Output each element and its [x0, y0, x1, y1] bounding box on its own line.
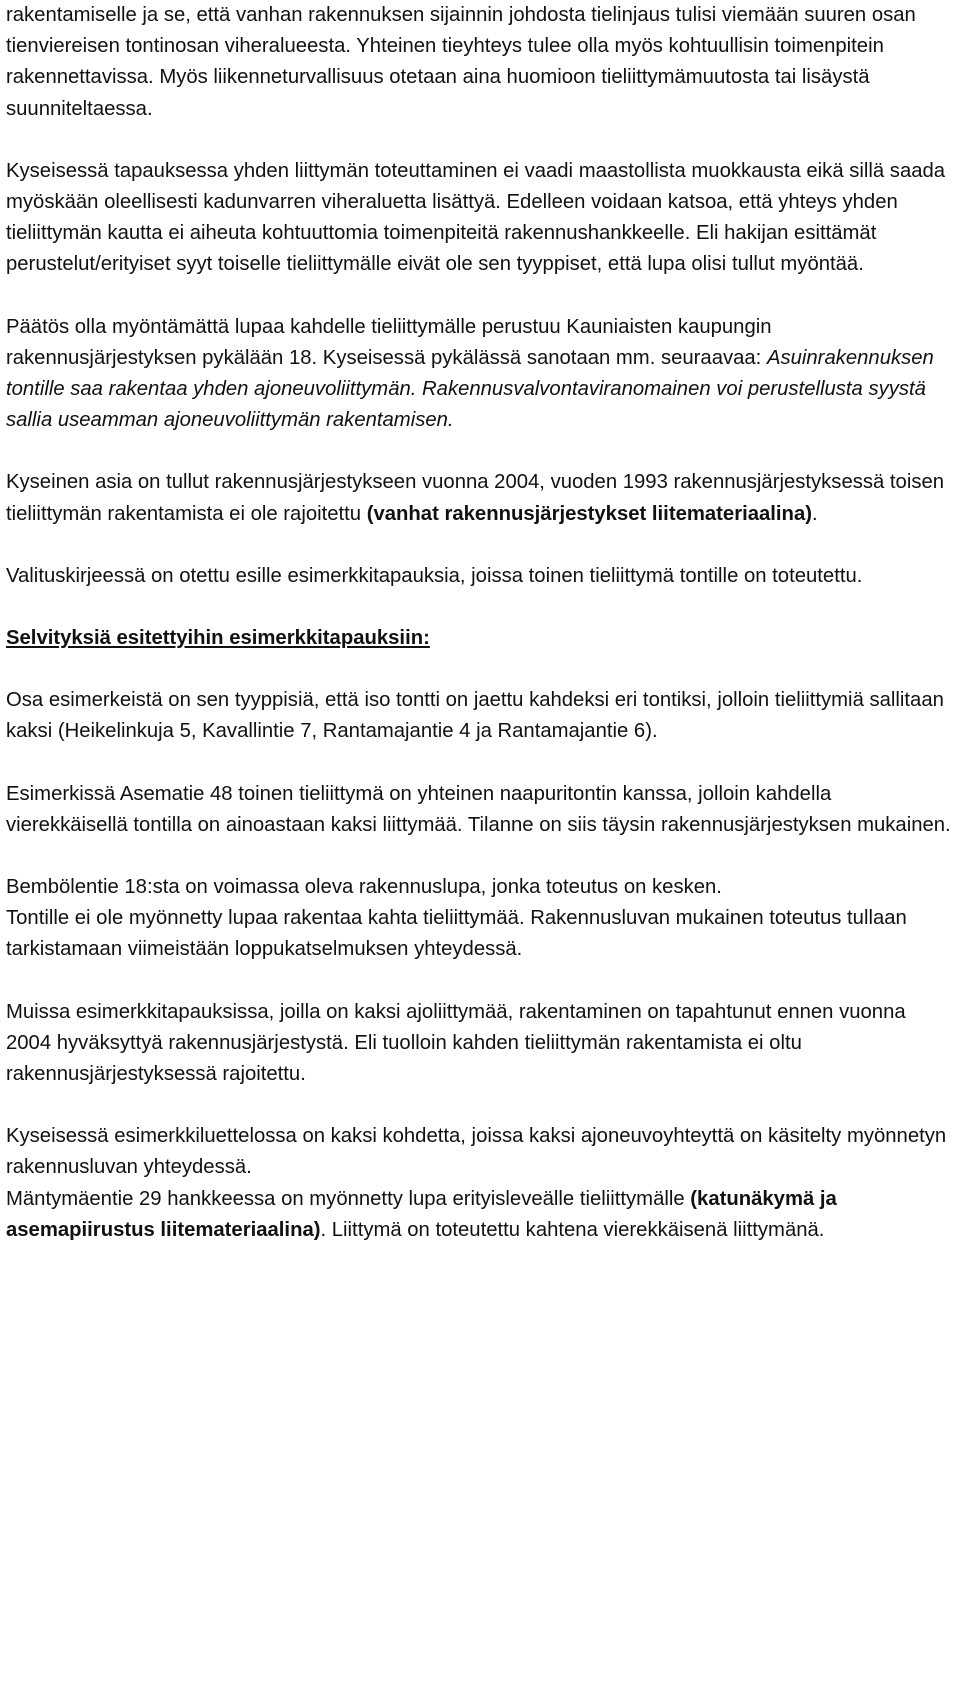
paragraph-3	[6, 312, 956, 437]
paragraph-12-end: . Liittymä on toteutettu kahtena vierekkäisenä liittymänä.	[320, 1218, 825, 1241]
section-heading: Selvityksiä esitettyihin esimerkkitapauksiin:	[6, 627, 430, 650]
paragraph-1	[6, 0, 956, 125]
paragraph-4-text: Kyseinen asia on tullut rakennusjärjestykseen vuonna 2004, vuoden 1993 rakennusjärjestyksessä toisen tieliittymän rakentamista ei ole rajoitettu	[6, 471, 945, 525]
paragraph-12-text: Mäntymäentie 29 hankkeessa on myönnetty lupa erityisleveälle tieliittymälle	[6, 1187, 691, 1210]
paragraph-2-text: Kyseisessä tapauksessa yhden liittymän toteuttaminen ei vaadi maastollista muokkausta eikä sillä saada myöskään oleellisesti kadunvarren viheraluetta lisättyä. Edelleen voidaan katsoa, että yhteys yhden tieliittymän kautta ei aiheuta kohtuuttomia toimenpiteitä rakennushankkeelle. Eli hakijan esittämät perustelut/erityiset syyt toiselle tieliittymälle eivät ole sen tyyppiset, että lupa olisi tullut myöntää.	[6, 159, 946, 276]
paragraph-5-text: Valituskirjeessä on otettu esille esimerkkitapauksia, joissa toinen tieliittymä tontille on toteutettu.	[6, 564, 863, 587]
paragraph-8-text: Bembölentie 18:sta on voimassa oleva rakennuslupa, jonka toteutus on kesken.	[6, 876, 722, 899]
paragraph-7	[6, 779, 956, 841]
paragraph-2	[6, 156, 956, 281]
paragraph-12	[6, 1184, 956, 1246]
document-page	[6, 0, 956, 1277]
paragraph-10	[6, 997, 956, 1091]
paragraph-10-text: Muissa esimerkkitapauksissa, joilla on kaksi ajoliittymää, rakentaminen on tapahtunut ennen vuonna 2004 hyväksyttyä rakennusjärjestystä. Eli tuolloin kahden tieliittymän rakentamista ei oltu rakennusjärjestyksessä rajoitettu.	[6, 1000, 906, 1086]
paragraph-4	[6, 467, 956, 529]
paragraph-1-text: rakentamiselle ja se, että vanhan rakennuksen sijainnin johdosta tielinjaus tulisi viemään suuren osan tienviereisen tontinosan viheralueesta. Yhteinen tieyhteys tulee olla myös kohtuullisin toimenpitein rakennettavissa. Myös liikenneturvallisuus otetaan aina huomioon tieliittymämuutosta tai lisäystä suunniteltaessa.	[6, 4, 916, 120]
paragraph-3-quote: Asuinrakennuksen tontille saa rakentaa yhden ajoneuvoliittymän. Rakennusvalvontaviranomainen voi perustellusta syystä sallia useamman ajoneuvoliittymän rakentamisen.	[6, 346, 934, 432]
paragraph-3-text: Päätös olla myöntämättä lupaa kahdelle tieliittymälle perustuu Kauniaisten kaupungin rakennusjärjestyksen pykälään 18. Kyseisessä pykälässä sanotaan mm. seuraavaa:	[6, 315, 772, 369]
paragraph-4-end: .	[811, 502, 818, 525]
paragraph-7-text: Esimerkissä Asematie 48 toinen tieliittymä on yhteinen naapuritontin kanssa, jolloin kahdella vierekkäisellä tontilla on ainoastaan kaksi liittymää. Tilanne on siis täysin rakennusjärjestyksen mukainen.	[6, 782, 951, 836]
paragraph-12-bold: (katunäkymä ja asemapiirustus liitemateriaalina)	[6, 1187, 837, 1241]
paragraph-5	[6, 561, 956, 592]
paragraph-9-text: Tontille ei ole myönnetty lupaa rakentaa kahta tieliittymää. Rakennusluvan mukainen toteutus tullaan tarkistamaan viimeistään loppukatselmuksen yhteydessä.	[6, 907, 907, 961]
paragraph-9	[6, 903, 956, 965]
paragraph-6-text: Osa esimerkeistä on sen tyyppisiä, että iso tontti on jaettu kahdeksi eri tontiksi, jolloin tieliittymiä sallitaan kaksi (Heikelinkuja 5, Kavallintie 7, Rantamajantie 4 ja Rantamajantie 6).	[6, 689, 944, 743]
paragraph-11	[6, 1121, 956, 1183]
paragraph-11-text: Kyseisessä esimerkkiluettelossa on kaksi kohdetta, joissa kaksi ajoneuvoyhteyttä on käsitelty myönnetyn rakennusluvan yhteydessä.	[6, 1125, 947, 1179]
paragraph-6	[6, 685, 956, 747]
paragraph-8	[6, 872, 956, 903]
paragraph-4-bold: (vanhat rakennusjärjestykset liitemateriaalina)	[366, 502, 812, 525]
